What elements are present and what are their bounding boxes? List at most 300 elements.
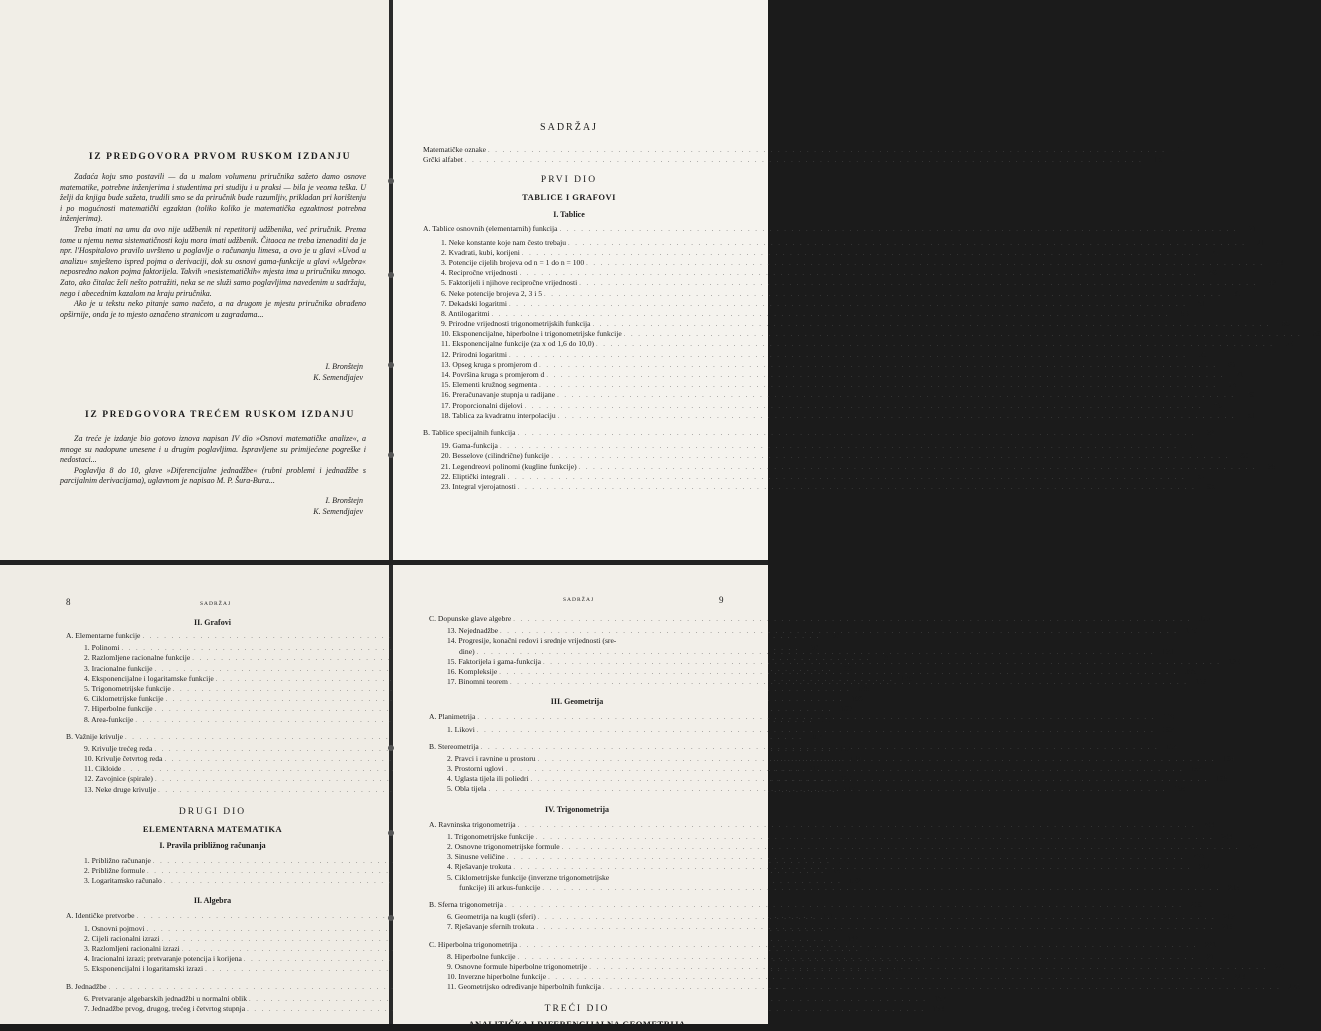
toc-entry-title: dine) bbox=[459, 646, 475, 656]
toc-entry bbox=[66, 704, 852, 714]
toc-entry-page: 218 bbox=[1223, 912, 1235, 922]
toc-entry-page: 82 bbox=[1189, 441, 1197, 451]
toc-entry bbox=[423, 390, 1254, 400]
toc-entry-page: 194 bbox=[1191, 764, 1203, 774]
section-heading: I. Pravila približnog računanja bbox=[159, 840, 266, 850]
binding-hole bbox=[388, 745, 394, 751]
toc-entry-title: A. Planimetrija bbox=[429, 712, 476, 722]
toc-leader-dots bbox=[536, 833, 1214, 843]
toc-leader-dots bbox=[579, 463, 1257, 473]
toc-leader-dots bbox=[562, 843, 1240, 853]
toc-entry-title: 6. Ciklometrijske funkcije bbox=[84, 694, 164, 704]
toc-leader-dots bbox=[539, 381, 1217, 391]
binding-holes bbox=[388, 0, 394, 1024]
toc-leader-dots bbox=[465, 156, 1143, 166]
toc-entry-title: 6. Neke potencije brojeva 2, 3 i 5 bbox=[441, 288, 543, 298]
toc-entry-title: 3. Razlomljeni racionalni izrazi bbox=[84, 943, 180, 953]
toc-entry-title: B. Sferna trigonometrija bbox=[429, 899, 504, 909]
toc-entry-page: 194 bbox=[1166, 741, 1178, 751]
toc-entry-page: 98 bbox=[843, 663, 852, 673]
toc-leader-dots bbox=[505, 901, 1183, 911]
binding-hole bbox=[388, 830, 394, 836]
toc-entry-page: 188 bbox=[1162, 712, 1175, 722]
toc-entry-title: 3. Logaritamsko računalo bbox=[84, 876, 162, 886]
toc-entry-title: 11. Cikloide bbox=[84, 764, 122, 774]
toc-entry-page: 82 bbox=[1206, 427, 1215, 437]
toc-leader-dots bbox=[538, 913, 1216, 923]
toc-entry-page: 123 bbox=[840, 774, 852, 784]
toc-entry-title: 5. Eksponencijalni i logaritamski izrazi bbox=[84, 964, 204, 974]
binding-hole bbox=[388, 272, 394, 278]
toc-entry-page: 181 bbox=[1162, 646, 1174, 656]
preface-paragraph: Ako je u tekstu neko pitanje samo načeto, a na drugom je mjestu priručnika obrađeno opširnije, onda je to mjesto označeno stranicom u zagradama... bbox=[60, 299, 366, 319]
running-head: SADRŽAJ bbox=[200, 601, 232, 607]
toc-entry-title: 3. Iracionalne funkcije bbox=[84, 663, 153, 673]
toc-leader-dots bbox=[513, 863, 1191, 873]
toc-entry-title: 7. Hiperbolne funkcije bbox=[84, 704, 153, 714]
section-heading: II. Grafovi bbox=[194, 618, 231, 627]
toc-entry-title: 4. Rješavanje trokuta bbox=[447, 862, 512, 872]
toc-entry bbox=[423, 237, 1265, 248]
toc-entry bbox=[66, 731, 822, 742]
toc-leader-dots bbox=[510, 678, 1188, 688]
toc-entry-title: 9. Krivulje trećeg reda bbox=[84, 743, 153, 753]
toc-entry-title: B. Stereometrija bbox=[429, 741, 479, 751]
toc-leader-dots bbox=[518, 953, 1196, 963]
toc-entry-title: 22. Eliptički integrali bbox=[441, 471, 506, 481]
toc-entry-page: 73 bbox=[1228, 380, 1237, 390]
toc-entry-page: 212 bbox=[1198, 862, 1211, 872]
toc-entry-title: 13. Opseg kruga s promjerom d bbox=[441, 359, 538, 369]
toc-entry-page: 141 bbox=[822, 911, 834, 921]
toc-leader-dots bbox=[544, 290, 1222, 300]
toc-entry-page: 114 bbox=[850, 754, 862, 764]
toc-entry-title: C. Dopunske glave algebre bbox=[429, 614, 512, 623]
toc-entry-page: 48 bbox=[1268, 278, 1277, 288]
part-heading: DRUGI DIO bbox=[178, 806, 247, 817]
toc-entry-title: 2. Približne formule bbox=[84, 866, 145, 875]
toc-leader-dots bbox=[558, 412, 1236, 422]
toc-entry-title: 13. Nejednadžbe bbox=[447, 626, 499, 636]
toc-entry bbox=[423, 224, 1257, 234]
toc-leader-dots bbox=[509, 351, 1187, 361]
toc-entry-page: 83 bbox=[1240, 451, 1249, 461]
preface-text-first bbox=[60, 172, 366, 320]
toc-leader-dots bbox=[519, 941, 1197, 951]
toc-entry-page: 46 bbox=[1208, 268, 1217, 278]
toc-entry-title: A. Elementarne funkcije bbox=[66, 631, 141, 640]
toc-entry-title: 17. Binomni teorem bbox=[447, 677, 508, 687]
toc-entry-title: 5. Trigonometrijske funkcije bbox=[84, 683, 171, 693]
part-title: ANALITIČKA I DIFERENCIJALNA GEOMETRIJA bbox=[468, 1019, 686, 1030]
toc-leader-dots bbox=[492, 310, 1170, 320]
toc-leader-dots bbox=[531, 775, 1209, 785]
toc-entry-page: 188 bbox=[1162, 724, 1174, 734]
toc-entry-page: 152 bbox=[934, 993, 946, 1003]
toc-leader-dots bbox=[542, 884, 1220, 894]
section-heading: IV. Trigonometrija bbox=[545, 804, 609, 814]
toc-entry-title: 1. Približno računanje bbox=[84, 855, 151, 865]
toc-leader-dots bbox=[560, 225, 1238, 235]
toc-entry bbox=[423, 298, 1206, 309]
toc-leader-dots bbox=[586, 259, 1264, 269]
toc-entry-title: 15. Faktorijela i gama-funkcija bbox=[447, 656, 542, 666]
toc-entry-page: 126 bbox=[843, 784, 855, 794]
toc-entry-title: 12. Zavojnice (spirale) bbox=[84, 774, 153, 784]
toc-entry-title: Grčki alfabet bbox=[423, 155, 463, 165]
toc-entry-page: 186 bbox=[1195, 677, 1207, 687]
toc-entry-title: 2. Cijeli racionalni izrazi bbox=[84, 933, 160, 943]
toc-entry-title: 11. Geometrijsko određivanje hiperbolnih funkcija bbox=[447, 982, 601, 992]
toc-entry-title: 1. Polinomi bbox=[84, 643, 120, 653]
toc-group-heading bbox=[429, 614, 1211, 624]
toc-entry-page: 111 bbox=[821, 714, 833, 724]
toc-entry-title: 2. Razlomljene racionalne funkcije bbox=[84, 653, 191, 663]
toc-entry-page: 51 bbox=[1198, 298, 1206, 308]
toc-entry bbox=[423, 370, 1244, 380]
toc-leader-dots bbox=[481, 743, 1159, 753]
toc-entry bbox=[423, 339, 1293, 349]
toc-entry-title: 4. Recipročne vrijednosti bbox=[441, 268, 518, 278]
toc-entry-title: 16. Preračunavanje stupnja u radijane bbox=[441, 390, 556, 400]
toc-entry-page: 81 bbox=[1246, 410, 1255, 420]
toc-entry bbox=[423, 481, 1215, 492]
toc-entry-page: 109 bbox=[840, 704, 852, 714]
preface-heading-first: IZ PREDGOVORA PRVOM RUSKOM IZDANJU bbox=[88, 152, 352, 162]
toc-block bbox=[423, 121, 1321, 492]
toc-entry-page: 176 bbox=[1198, 614, 1211, 623]
toc-entry-page: 18 bbox=[1154, 155, 1162, 165]
toc-group-heading bbox=[423, 224, 1257, 234]
toc-entry-title: 19. Gama-funkcija bbox=[441, 441, 498, 451]
toc-leader-dots bbox=[518, 429, 1196, 439]
toc-entry-title: 2. Osnovne trigonometrijske formule bbox=[447, 842, 560, 851]
toc-list-a bbox=[423, 237, 1321, 421]
toc-leader-dots bbox=[593, 320, 1271, 330]
toc-entry-page: 204 bbox=[1221, 831, 1233, 841]
toc-entry-page: 49 bbox=[1233, 288, 1241, 298]
toc-leader-dots bbox=[546, 371, 1224, 381]
toc-leader-dots bbox=[507, 853, 1185, 863]
toc-entry-title: B. Važnije krivulje bbox=[66, 731, 124, 741]
toc-entry-title: 8. Area-funkcije bbox=[84, 714, 134, 724]
toc-entry bbox=[423, 349, 1206, 360]
toc-entry bbox=[66, 993, 946, 1004]
binding-hole bbox=[388, 915, 394, 921]
toc-leader-dots bbox=[525, 402, 1203, 412]
toc-entry-page: 183 bbox=[1228, 656, 1240, 666]
toc-entry-page: 194 bbox=[1223, 753, 1235, 763]
toc-entry-title: 1. Neke konstante koje nam često trebaju bbox=[441, 237, 567, 247]
part-heading: PRVI DIO bbox=[540, 175, 598, 186]
toc-entry-title: 4. Uglasta tijela ili poliedri bbox=[447, 774, 529, 784]
toc-entry-page: 152 bbox=[793, 981, 806, 991]
toc-leader-dots bbox=[509, 300, 1187, 310]
toc-entry bbox=[429, 972, 1245, 982]
toc-entry-title: B. Jednadžbe bbox=[66, 981, 107, 991]
toc-entry-title: 8. Hiperbolne funkcije bbox=[447, 951, 516, 961]
toc-entry bbox=[429, 819, 1215, 830]
toc-leader-dots bbox=[596, 340, 1274, 350]
toc-entry-title: 16. Kompleksije bbox=[447, 666, 498, 676]
toc-entry-page: 132 bbox=[832, 866, 844, 875]
binding-hole bbox=[388, 452, 394, 458]
toc-entry-page: 71 bbox=[1235, 370, 1244, 379]
toc-entry-title: 10. Inverzne hiperbolne funkcije bbox=[447, 972, 547, 982]
toc-leader-dots bbox=[520, 269, 1198, 279]
toc-entry-title: 5. Obla tijela bbox=[447, 784, 487, 794]
toc-entry-page: 199 bbox=[1173, 784, 1186, 794]
part-heading: TREĆI DIO bbox=[544, 1004, 610, 1015]
toc-entry-title: 5. Ciklometrijske funkcije (inverzne trigonometrijske bbox=[447, 872, 610, 882]
toc-leader-dots bbox=[551, 452, 1229, 462]
toc-entry-title: 11. Eksponencijalne funkcije (za x od 1,6 do 10,0) bbox=[441, 339, 595, 349]
toc-entry-title: C. Hiperbolna trigonometrija bbox=[429, 939, 518, 949]
toc-entry-page: 22 bbox=[1211, 247, 1219, 257]
toc-group-heading bbox=[429, 819, 1215, 830]
toc-entry-page: 144 bbox=[867, 943, 879, 953]
toc-entry bbox=[429, 614, 1211, 624]
binding-hole bbox=[388, 362, 394, 368]
toc-title: SADRŽAJ bbox=[540, 122, 598, 133]
toc-entry bbox=[423, 461, 1276, 472]
binding-hole bbox=[388, 178, 394, 184]
toc-entry-title: 2. Pravci i ravnine u prostoru bbox=[447, 753, 536, 763]
toc-entry-title: 10. Eksponencijalne, hiperbolne i trigonometrijske funkcije bbox=[441, 329, 622, 339]
toc-leader-dots bbox=[477, 713, 1155, 723]
toc-entry bbox=[429, 842, 1259, 852]
toc-leader-dots bbox=[536, 923, 1214, 933]
toc-entry bbox=[429, 882, 1240, 893]
toc-entry-page: 21 bbox=[1248, 224, 1257, 234]
toc-entry bbox=[423, 451, 1249, 461]
toc-list-top bbox=[423, 145, 1185, 165]
preface-text-third bbox=[60, 434, 366, 487]
toc-entry-title: 9. Osnovne formule hiperbolne trigonometrije bbox=[447, 961, 588, 971]
toc-entry-page: 210 bbox=[1192, 852, 1204, 862]
toc-entry-title: 8. Antilogaritmi bbox=[441, 308, 490, 318]
toc-leader-dots bbox=[522, 249, 1200, 259]
toc-leader-dots bbox=[500, 442, 1178, 452]
toc-entry-title: 1. Likovi bbox=[447, 724, 475, 734]
toc-entry bbox=[423, 427, 1215, 438]
toc-entry-page: 69 bbox=[1228, 359, 1237, 369]
toc-entry-page: 59 bbox=[1313, 329, 1321, 339]
preface-page bbox=[0, 0, 389, 560]
toc-entry bbox=[423, 288, 1241, 299]
toc-entry-page: 88 bbox=[1207, 481, 1215, 491]
preface-paragraph: Treba imati na umu da ovo nije udžbenik ni repetitorij udžbenika, već priručnik. Prema tome u njemu nema sistematičnosti koju mora imati udžbenik. Čitaoca ne treba iznenaditi da je npr. l'Hospitalovo pravilo uvršteno u poglavlje o računanju limesa, a ovo je u glavi »Uvod u analizu« smješteno ispred pojma o derivaciji, dok su osnovi gama-funkcije u glavi »Algebra« neposredno nakon pojma faktorijela. Takvih »nesistematičkih« mjesta ima u priručniku mnogo. Zato, ako čitalac želi nešto potražiti, neka se ne služi samo poglavljima navedenim u sadržaju, nego i abecednim kazalom na kraju priručnika. bbox=[60, 224, 366, 298]
toc-leader-dots bbox=[603, 983, 1281, 993]
toc-leader-dots bbox=[543, 658, 1221, 668]
toc-leader-dots bbox=[589, 963, 1267, 973]
toc-entry-page: 108 bbox=[851, 694, 863, 704]
toc-entry-title: A. Tablice osnovnih (elementarnih) funkcija bbox=[423, 224, 558, 234]
toc-entry-page: 79 bbox=[1213, 400, 1222, 410]
toc-leader-dots bbox=[499, 668, 1177, 678]
toc-entry-page: 112 bbox=[840, 743, 852, 753]
toc-entry-title: 5. Faktorijeli i njihove recipročne vrijednosti bbox=[441, 278, 578, 288]
signature-block bbox=[313, 496, 363, 517]
toc-entry-page: 221 bbox=[1274, 961, 1287, 971]
toc-entry bbox=[423, 410, 1255, 421]
toc-entry-title: 1. Osnovni pojmovi bbox=[84, 923, 145, 933]
author-name: I. Bronštejn bbox=[325, 362, 363, 371]
toc-leader-dots bbox=[579, 279, 1257, 289]
toc-entry-title: 7. Jednadžbe prvog, drugog, trećeg i četvrtog stupnja bbox=[84, 1003, 246, 1013]
toc-entry-title: 3. Sinusne veličine bbox=[447, 852, 505, 862]
toc-entry-page: 185 bbox=[1184, 666, 1197, 676]
toc-entry-page: 154 bbox=[932, 1003, 944, 1013]
toc-entry bbox=[423, 257, 1283, 268]
toc-leader-dots bbox=[477, 726, 1155, 736]
toc-entry bbox=[423, 471, 1205, 482]
author-name: K. Semendjajev bbox=[313, 372, 363, 382]
toc-entry-title: 13. Neke druge krivulje bbox=[84, 784, 157, 794]
section-heading: III. Geometrija bbox=[550, 697, 604, 707]
toc-entry-title: 15. Elementi kružnog segmenta bbox=[441, 380, 538, 390]
toc-entry-page: 128 bbox=[838, 855, 850, 865]
toc-leader-dots bbox=[538, 755, 1216, 765]
toc-entry bbox=[423, 400, 1222, 411]
toc-entry-title: funkcije) ili arkus-funkcije bbox=[459, 882, 541, 892]
toc-entry-page: 63 bbox=[1285, 339, 1293, 349]
toc-entry-title: 4. Eksponencijalne i logaritamske funkcije bbox=[84, 673, 214, 683]
toc-group-heading bbox=[429, 899, 1202, 910]
toc-leader-dots bbox=[477, 648, 1155, 658]
toc-entry-title: 4. Iracionalni izrazi; pretvaranje potencija i korijena bbox=[84, 954, 242, 964]
signature-block bbox=[313, 362, 363, 383]
toc-entry-page: 215 bbox=[1227, 882, 1240, 892]
page-number: 8 bbox=[66, 597, 71, 607]
toc-leader-dots bbox=[488, 785, 1166, 795]
toc-entry-page: 141 bbox=[832, 923, 844, 933]
toc-entry bbox=[423, 247, 1219, 258]
toc-entry bbox=[423, 380, 1237, 390]
toc-entry-page: 142 bbox=[846, 933, 859, 943]
toc-entry bbox=[423, 155, 1162, 165]
toc-entry-page: 219 bbox=[1221, 922, 1234, 932]
toc-entry-title: 7. Rješavanje sfernih trokuta bbox=[447, 922, 535, 932]
part-title: ELEMENTARNA MATEMATIKA bbox=[142, 823, 283, 834]
toc-entry-title: 9. Prirodne vrijednosti trigonometrijskih funkcija bbox=[441, 319, 591, 329]
toc-entry bbox=[429, 831, 1233, 842]
toc-entry-title: 14. Progresije, konačni redovi i srednje vrijednosti (sre- bbox=[447, 636, 617, 646]
toc-leader-dots bbox=[548, 973, 1226, 983]
toc-entry-page: 225 bbox=[1288, 982, 1300, 992]
toc-entry-title: 14. Površina kruga s promjerom d bbox=[441, 370, 545, 379]
toc-entry-page: 149 bbox=[890, 964, 903, 974]
section-heading: I. Tablice bbox=[553, 210, 585, 220]
toc-entry-page: 112 bbox=[810, 731, 822, 741]
toc-leader-dots bbox=[513, 615, 1191, 625]
toc-entry-title: 20. Besselove (cilindrične) funkcije bbox=[441, 451, 550, 461]
toc-entry-page: 224 bbox=[1233, 972, 1245, 982]
toc-entry-title: 17. Proporcionalni dijelovi bbox=[441, 400, 523, 410]
preface-paragraph: Zadaća koju smo postavili — da u malom volumenu priručnika sažeto damo osnove matematike, potrebne inženjerima i studentima pri studiju i u praksi — bila je veoma teška. U želji da knjiga bude sažeta, trudili smo se da priručnik bude razumljiv, prikladan pri korištenju i po mogućnosti matematički egzaktan (toliko koliko je matematička egzaktnost potrebna inženjerima). bbox=[60, 172, 366, 224]
preface-paragraph: Poglavlja 8 do 10, glave »Diferencijalne jednadžbe« (rubni problemi i jednadžbe s parcijalnim derivacijama), uglavnom je napisao M. P. Šura-Bura... bbox=[60, 465, 366, 486]
toc-entry-title: 2. Kvadrati, kubi, korijeni bbox=[441, 247, 520, 257]
toc-entry bbox=[429, 899, 1202, 910]
toc-page-1 bbox=[393, 0, 1321, 560]
toc-entry bbox=[423, 359, 1237, 370]
toc-entry-title: 18. Tablica za kvadratnu interpolaciju bbox=[441, 410, 556, 420]
toc-entry bbox=[423, 329, 1321, 339]
toc-entry-title: 3. Prostorni uglovi bbox=[447, 764, 504, 774]
toc-entry-title: A. Ravninska trigonometrija bbox=[429, 819, 516, 829]
toc-list bbox=[429, 724, 1174, 735]
toc-leader-dots bbox=[557, 391, 1235, 401]
toc-entry-page: 86 bbox=[1197, 471, 1205, 481]
toc-entry bbox=[423, 308, 1189, 319]
author-name: K. Semendjajev bbox=[313, 506, 363, 516]
toc-entry-page: 147 bbox=[929, 954, 941, 964]
page-number: 9 bbox=[719, 595, 724, 605]
toc-entry-page: 55 bbox=[1281, 319, 1290, 329]
toc-entry bbox=[66, 683, 870, 694]
toc-entry-page: 78 bbox=[1246, 390, 1254, 400]
toc-entry-page: 132 bbox=[849, 876, 861, 886]
toc-entry-page: 21 bbox=[1257, 237, 1265, 247]
toc-entry-title: 23. Integral vjerojatnosti bbox=[441, 481, 516, 491]
toc-entry-page: 44 bbox=[1275, 257, 1283, 267]
preface-paragraph: Za treće je izdanje bio gotovo iznova napisan IV dio »Osnovi matematičke analize«, a mnoge su nadopune unesene i u drugim poglavljima. Ispravljene su primijećene pogreške i nedostaci... bbox=[60, 434, 366, 465]
part-title: TABLICE I GRAFOVI bbox=[522, 192, 616, 203]
toc-entry-page: 100 bbox=[901, 673, 913, 683]
toc-entry-title: 10. Krivulje četvrtog reda bbox=[84, 754, 163, 764]
toc-entry-title: 1. Trigonometrijske funkcije bbox=[447, 831, 534, 841]
toc-leader-dots bbox=[624, 330, 1302, 340]
toc-entry-page: 14 bbox=[1177, 145, 1185, 154]
toc-entry-title: Matematičke oznake bbox=[423, 145, 487, 154]
toc-entry-page: 221 bbox=[1203, 951, 1215, 961]
toc-entry-title: 3. Potencije cijelih brojeva od n = 1 do n = 100 bbox=[441, 257, 585, 267]
toc-entry bbox=[423, 278, 1277, 288]
toc-entry bbox=[423, 441, 1197, 451]
toc-group-heading bbox=[66, 731, 822, 742]
toc-entry-page: 65 bbox=[1198, 349, 1206, 359]
toc-entry-title: B. Tablice specijalnih funkcija bbox=[423, 427, 516, 437]
running-head: SADRŽAJ bbox=[563, 597, 595, 603]
toc-leader-dots bbox=[518, 821, 1196, 831]
toc-leader-dots bbox=[539, 361, 1217, 371]
toc-entry-page: 204 bbox=[1203, 819, 1215, 829]
author-name: I. Bronštejn bbox=[325, 496, 363, 505]
toc-entry-title: 21. Legendreovi polinomi (kuglinе funkcije) bbox=[441, 461, 577, 471]
toc-entry-page: 105 bbox=[858, 683, 870, 693]
toc-entry bbox=[423, 319, 1290, 329]
toc-entry-page: 93 bbox=[881, 653, 890, 663]
toc-leader-dots bbox=[488, 146, 1166, 156]
toc-entry-title: 6. Geometrija na kugli (sferi) bbox=[447, 912, 536, 922]
section-heading: II. Algebra bbox=[193, 896, 232, 906]
toc-entry bbox=[423, 145, 1185, 155]
toc-entry bbox=[429, 724, 1174, 735]
toc-leader-dots bbox=[508, 473, 1186, 483]
toc-entry-page: 90 bbox=[831, 631, 840, 640]
toc-entry-page: 90 bbox=[810, 643, 819, 653]
toc-entry-title: 12. Prirodni logaritmi bbox=[441, 349, 508, 359]
toc-leader-dots bbox=[506, 765, 1184, 775]
toc-entry-title: 7. Dekadski logaritmi bbox=[441, 298, 508, 308]
toc-entry-title: 6. Pretvaranje algebarskih jednadžbi u normalni oblik bbox=[84, 993, 248, 1003]
toc-entry-page: 85 bbox=[1267, 461, 1276, 471]
toc-group-heading bbox=[423, 427, 1215, 438]
toc-entry-page: 221 bbox=[1204, 939, 1217, 949]
toc-entry bbox=[423, 268, 1217, 278]
toc-entry-page: 176 bbox=[1185, 626, 1197, 636]
toc-leader-dots bbox=[518, 483, 1196, 493]
